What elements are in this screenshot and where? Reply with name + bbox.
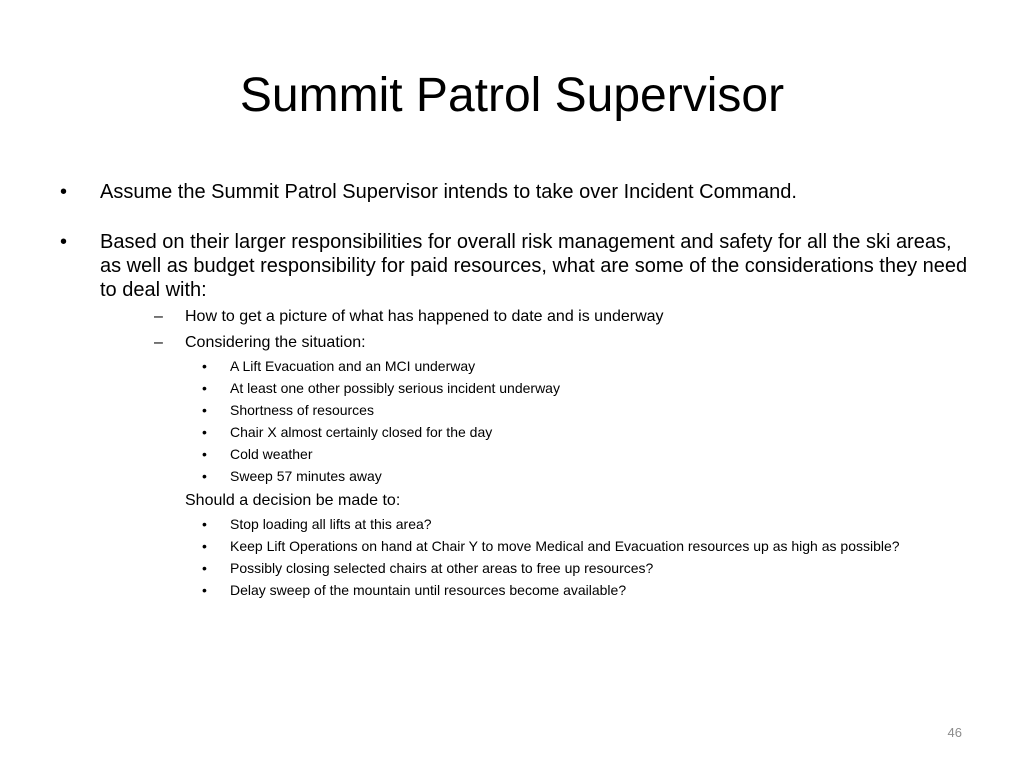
bullet-icon: •	[60, 231, 68, 253]
decision-item	[100, 538, 970, 554]
situation-text: Shortness of resources	[230, 402, 374, 418]
decision-text: Delay sweep of the mountain until resources become available?	[230, 582, 627, 598]
bullet-icon: •	[202, 446, 207, 462]
dash-icon: –	[154, 334, 163, 351]
situation-text: Cold weather	[230, 446, 313, 462]
dash-icon: –	[154, 308, 163, 325]
decision-text: Keep Lift Operations on hand at Chair Y to move Medical and Evacuation resources up as high as possible?	[230, 538, 900, 554]
sub-list-item	[100, 306, 970, 328]
list-item	[60, 230, 970, 598]
situation-text: A Lift Evacuation and an MCI underway	[230, 358, 476, 374]
subpoint-text: Considering the situation:	[185, 334, 366, 351]
bullet-icon: •	[202, 358, 207, 374]
decision-heading-list	[100, 490, 970, 512]
decision-heading	[100, 490, 970, 512]
decision-item	[100, 582, 970, 598]
situation-item	[100, 380, 970, 396]
point-text: Based on their larger responsibilities for overall risk management and safety for all the ski areas, as well as budget responsibility for paid resources, what are some of the considerations they need to deal with:	[100, 231, 968, 301]
bullet-icon: •	[60, 181, 68, 203]
sub-list	[100, 306, 970, 354]
bullet-icon: •	[202, 380, 207, 396]
bullet-icon: •	[202, 538, 207, 554]
situation-item	[100, 424, 970, 440]
bullet-icon: •	[202, 582, 207, 598]
situation-item	[100, 468, 970, 484]
situation-item	[100, 358, 970, 374]
decision-list	[100, 516, 970, 598]
slide-title: Summit Patrol Supervisor	[239, 69, 785, 122]
list-item	[60, 180, 970, 204]
situation-text: Chair X almost certainly closed for the day	[230, 424, 493, 440]
bullet-icon: •	[202, 516, 207, 532]
subpoint-text: How to get a picture of what has happened to date and is underway	[185, 308, 664, 325]
decision-item	[100, 516, 970, 532]
situation-text: Sweep 57 minutes away	[230, 468, 382, 484]
bullet-list	[60, 180, 970, 604]
sub-list-item	[100, 332, 970, 354]
decision-item	[100, 560, 970, 576]
page-number: 46	[947, 725, 962, 740]
bullet-icon: •	[202, 560, 207, 576]
situation-text: At least one other possibly serious incident underway	[230, 380, 560, 396]
bullet-icon: •	[202, 424, 207, 440]
situation-item	[100, 446, 970, 462]
bullet-icon: •	[202, 402, 207, 418]
decision-text: Stop loading all lifts at this area?	[230, 516, 432, 532]
point-text: Assume the Summit Patrol Supervisor intends to take over Incident Command.	[100, 181, 797, 203]
situation-list	[100, 358, 970, 484]
decision-text: Possibly closing selected chairs at other areas to free up resources?	[230, 560, 654, 576]
situation-item	[100, 402, 970, 418]
bullet-icon: •	[202, 468, 207, 484]
decision-heading-text: Should a decision be made to:	[185, 492, 401, 509]
